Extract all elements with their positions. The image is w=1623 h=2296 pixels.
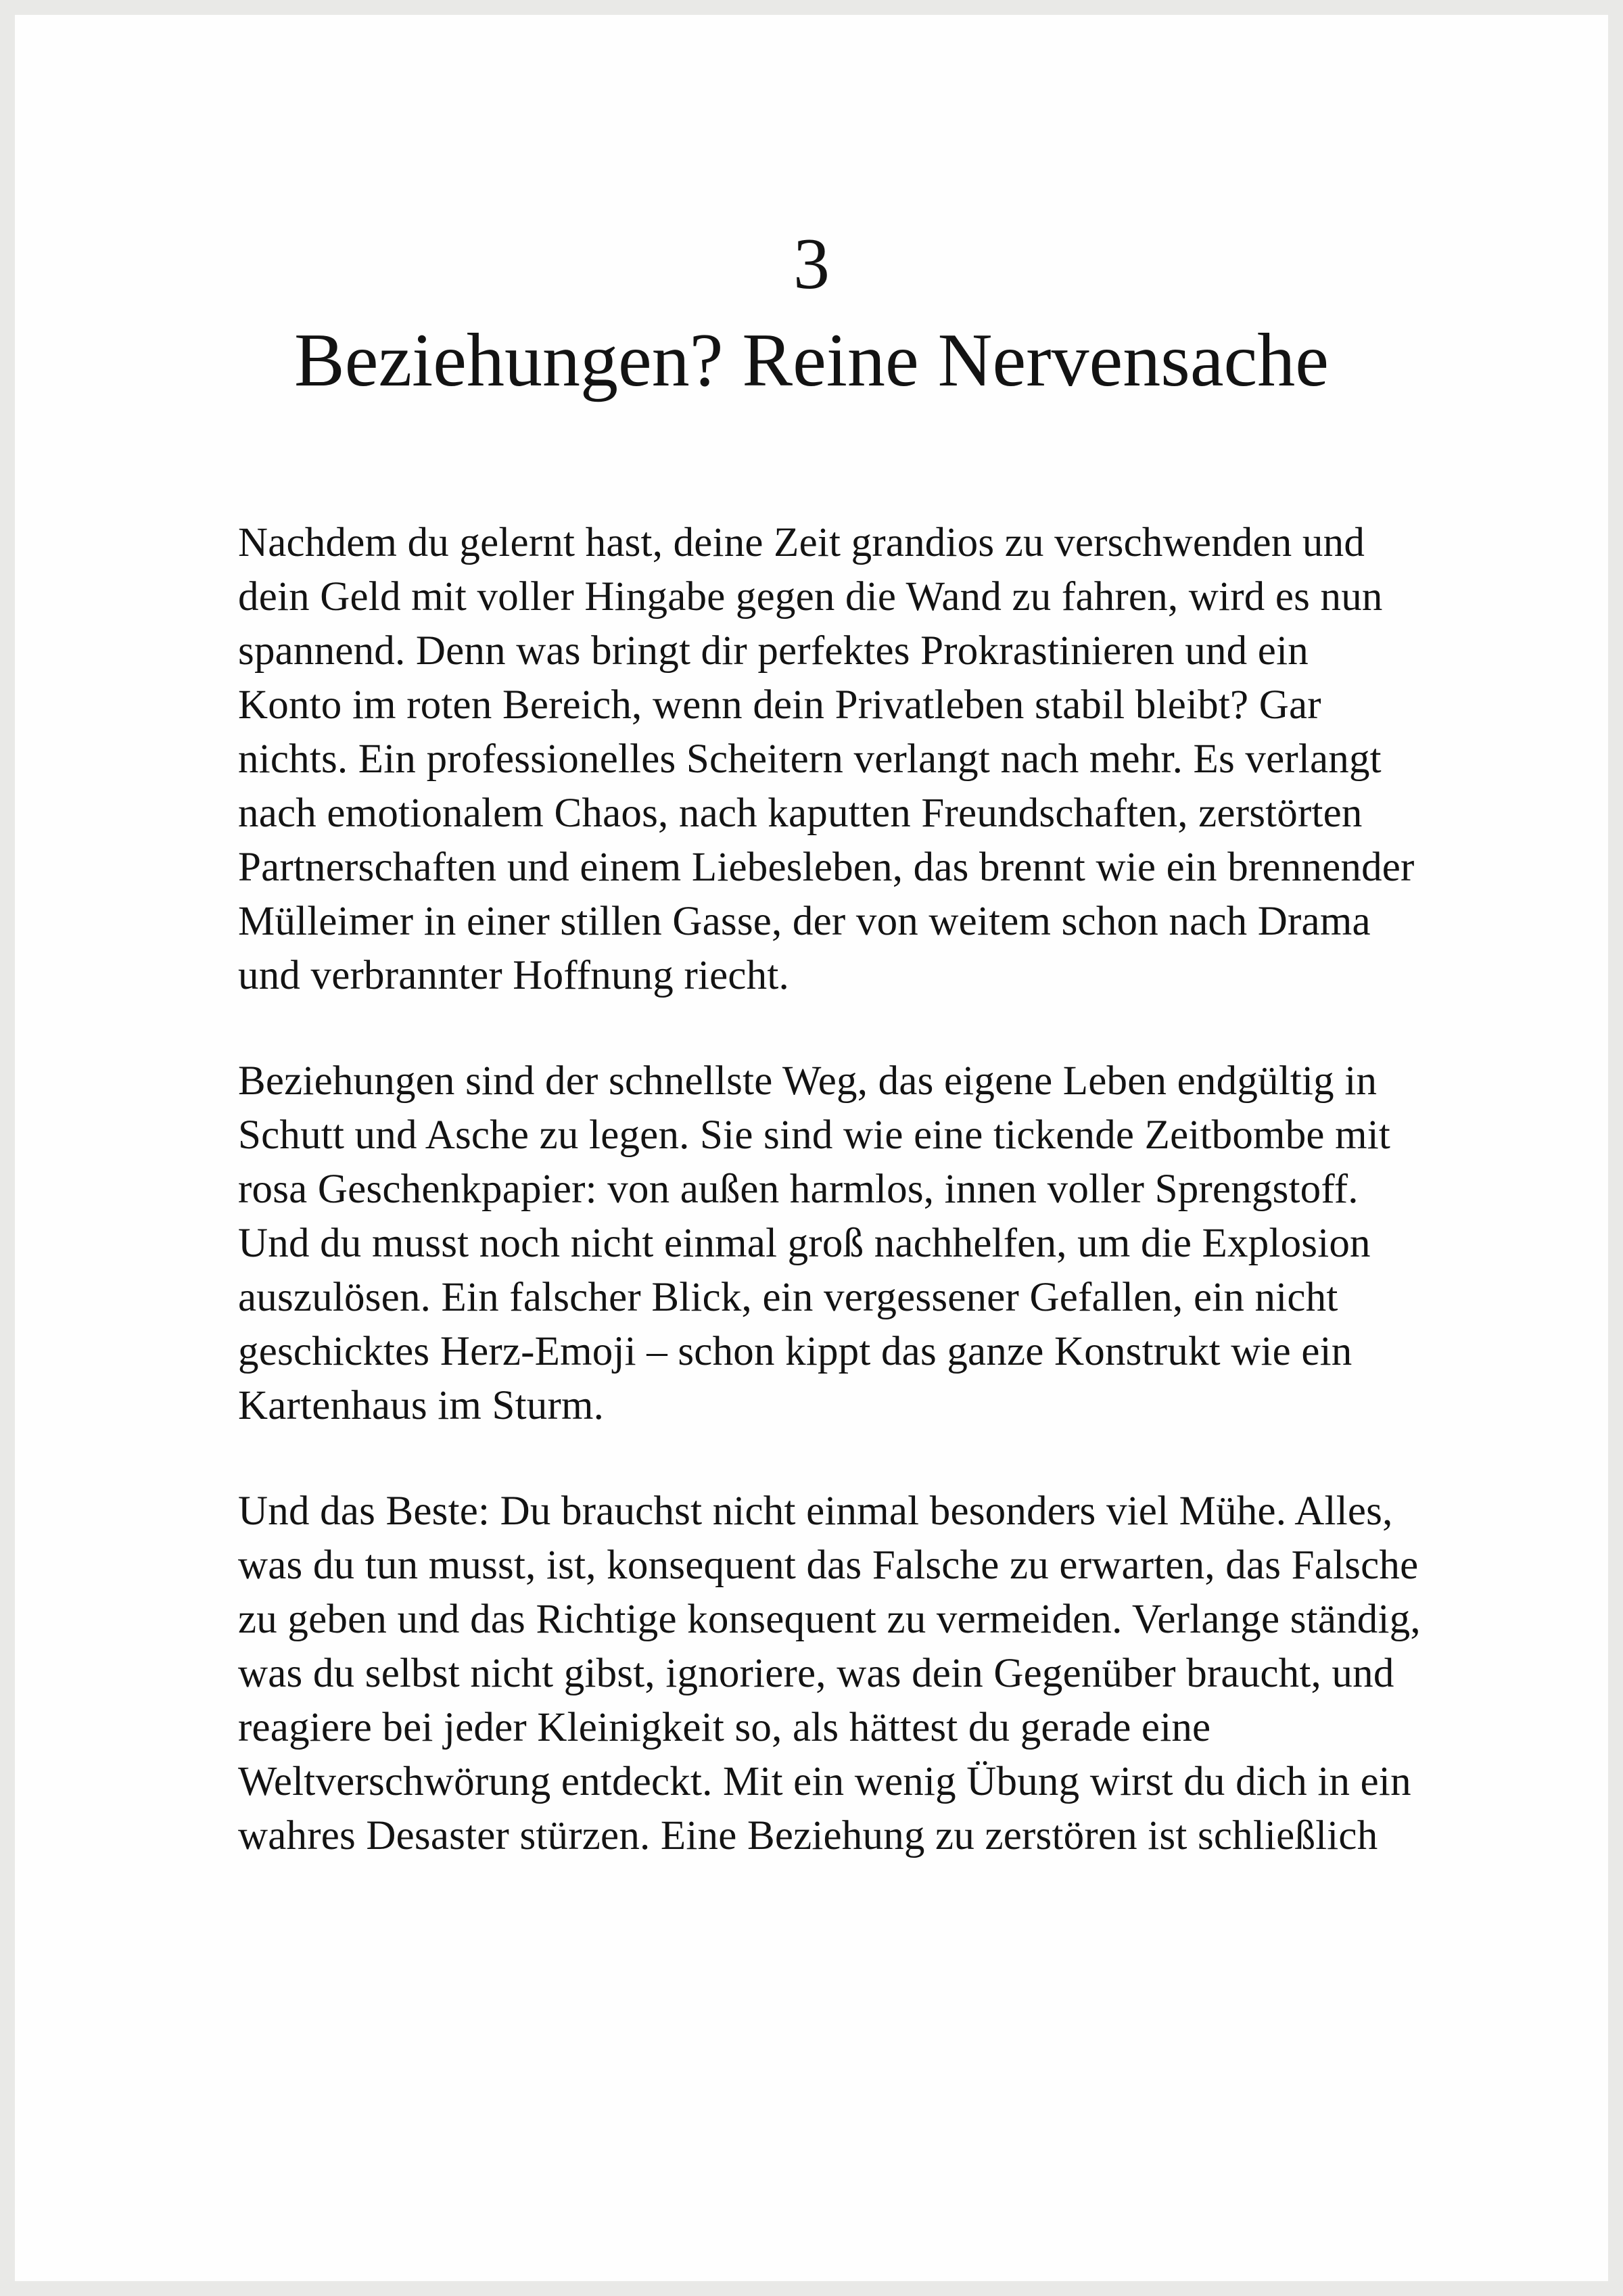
chapter-title: Beziehungen? Reine Nervensache — [294, 318, 1329, 402]
body-text — [15, 516, 1623, 1863]
book-page — [15, 15, 1608, 2281]
paragraph-1: Nachdem du gelernt hast, deine Zeit grandios zu verschwenden und dein Geld mit voller Hingabe gegen die Wand zu fahren, wird es nun spannend. Denn was bringt dir perfektes Prokrastinieren und ein Konto im roten Bereich, wenn dein Privatleben stabil bleibt? Gar nichts. Ein professionelles Scheitern verlangt nach mehr. Es verlangt nach emotionalem Chaos, nach kaputten Freundschaften, zerstörten Partnerschaften und einem Liebesleben, das brennt wie ein brennender Mülleimer in einer stillen Gasse, der von weitem schon nach Drama und verbrannter Hoffnung riecht. — [238, 519, 1415, 998]
chapter-number: 3 — [793, 224, 830, 304]
paragraph-2: Beziehungen sind der schnellste Weg, das eigene Leben endgültig in Schutt und Asche zu legen. Sie sind wie eine tickende Zeitbombe mit rosa Geschenkpapier: von außen harmlos, innen voller Sprengstoff. Und du musst noch nicht einmal groß nachhelfen, um die Explosion auszulösen. Ein falscher Blick, ein vergessener Gefallen, ein nicht geschicktes Herz-Emoji – schon kippt das ganze Konstrukt wie ein Kartenhaus im Sturm. — [238, 1058, 1391, 1428]
paragraph-3: Und das Beste: Du brauchst nicht einmal besonders viel Mühe. Alles, was du tun musst, ist, konsequent das Falsche zu erwarten, das Falsche zu geben und das Richtige konsequent zu vermeiden. Verlange ständig, was du selbst nicht gibst, ignoriere, was dein Gegenüber braucht, und reagiere bei jeder Kleinigkeit so, als hättest du gerade eine Weltverschwörung entdeckt. Mit ein wenig Übung wirst du dich in ein wahres Desaster stürzen. Eine Beziehung zu zerstören ist schließlich — [238, 1488, 1421, 1858]
